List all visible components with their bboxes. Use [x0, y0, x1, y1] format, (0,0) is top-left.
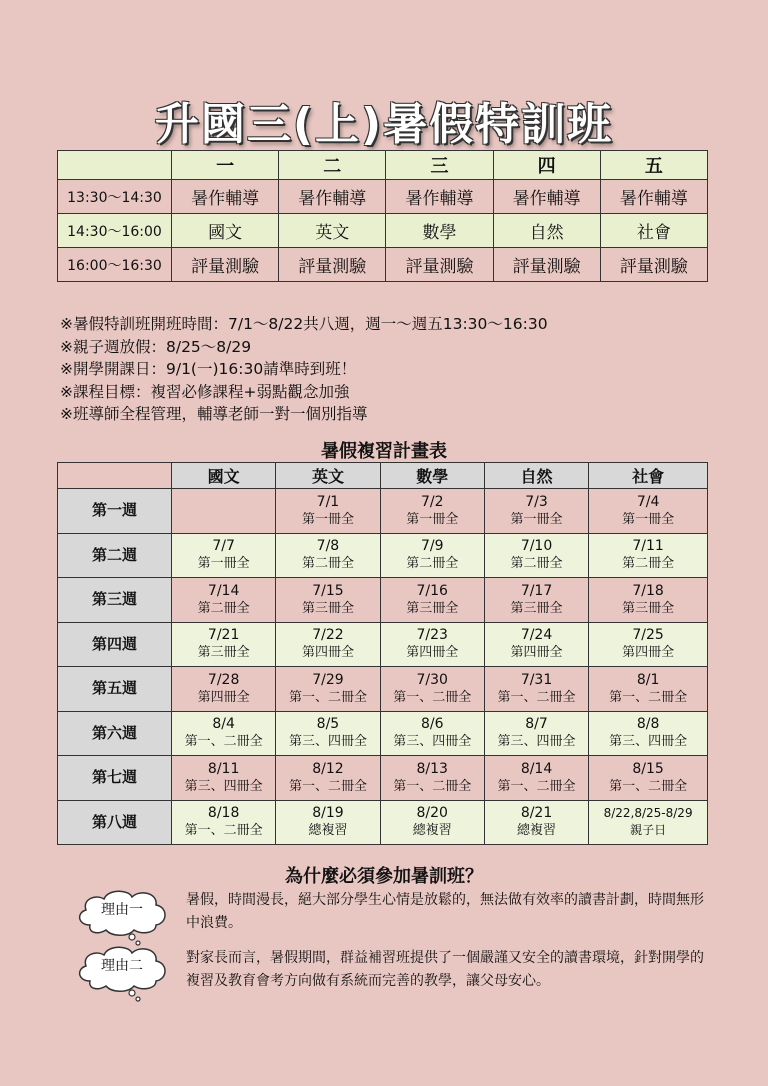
plan-volume: 第一、二冊全 [497, 778, 576, 794]
plan-cell [276, 533, 380, 578]
schedule-cell: 暑作輔導 [172, 180, 279, 214]
plan-header-row [58, 463, 708, 489]
plan-date: 7/4 [636, 493, 660, 510]
plan-volume: 第二冊全 [622, 556, 675, 572]
plan-cell [484, 800, 588, 845]
plan-week-row [58, 533, 708, 578]
plan-date: 7/14 [207, 582, 240, 599]
plan-date: 8/11 [207, 760, 240, 777]
plan-date: 8/20 [416, 805, 448, 822]
week-label: 第五週 [58, 667, 172, 712]
plan-date: 7/30 [416, 671, 448, 688]
reason-2-text: 對家長而言，暑假期間，群益補習班提供了一個嚴謹又安全的讀書環境，針對開學的複習及教育會考方向做有系統而完善的教學，讓父母安心。 [186, 950, 704, 989]
plan-volume: 第三、四冊全 [288, 734, 367, 750]
plan-date: 7/11 [632, 538, 664, 555]
note-item: ※課程目標：複習必修課程+弱點觀念加強 [60, 382, 350, 401]
plan-date: 8/7 [525, 716, 548, 733]
plan-cell [589, 578, 708, 623]
plan-cell [380, 667, 484, 712]
plan-date: 8/6 [420, 716, 444, 733]
plan-cell [589, 667, 708, 712]
reason-1-cloud [72, 885, 172, 935]
plan-cell [589, 756, 708, 801]
plan-date: 7/21 [207, 627, 240, 644]
time-slot: 16:00～16:30 [58, 248, 172, 282]
plan-cell [172, 622, 276, 667]
plan-date: 7/8 [316, 538, 340, 555]
plan-volume: 第一冊全 [301, 511, 354, 527]
schedule-cell: 國文 [172, 214, 279, 248]
plan-volume: 第三冊全 [301, 600, 354, 616]
plan-date: 7/24 [520, 627, 553, 644]
plan-week-row [58, 800, 708, 845]
plan-date: 8/21 [520, 805, 553, 822]
time-slot: 14:30～16:00 [58, 214, 172, 248]
plan-week-row [58, 578, 708, 623]
plan-volume: 第一、二冊全 [609, 689, 688, 705]
plan-volume: 第一、二冊全 [184, 734, 263, 750]
reason-1-label: 理由一 [101, 902, 143, 918]
plan-week-row [58, 756, 708, 801]
plan-cell [589, 711, 708, 756]
note-item: ※親子週放假：8/25～8/29 [60, 337, 252, 356]
plan-week-row [58, 622, 708, 667]
plan-volume: 第四冊全 [510, 645, 563, 661]
week-label: 第一週 [58, 489, 172, 534]
plan-cell [589, 489, 708, 534]
plan-volume: 總複習 [412, 823, 452, 839]
plan-date: 7/1 [316, 493, 340, 510]
plan-cell [380, 578, 484, 623]
plan-volume: 第三冊全 [622, 600, 675, 616]
plan-volume: 第一、二冊全 [288, 778, 367, 794]
schedule-cell: 英文 [279, 214, 386, 248]
plan-cell [172, 578, 276, 623]
why-title: 為什麼必須參加暑訓班？ [285, 866, 483, 887]
plan-cell [484, 622, 588, 667]
plan-date: 8/22,8/25-8/29 [603, 806, 693, 821]
plan-date: 8/4 [212, 716, 235, 733]
page-title: 升國三(上)暑假特訓班 [154, 99, 614, 150]
subject-header: 自然 [484, 463, 588, 489]
week-label: 第七週 [58, 756, 172, 801]
schedule-cell: 評量測驗 [279, 248, 386, 282]
plan-date: 7/23 [416, 627, 448, 644]
plan-cell [276, 667, 380, 712]
plan-date: 8/18 [207, 805, 240, 822]
plan-volume: 第一、二冊全 [393, 689, 472, 705]
plan-cell [276, 578, 380, 623]
plan-volume: 第一、二冊全 [393, 778, 472, 794]
week-label: 第六週 [58, 711, 172, 756]
schedule-cell: 評量測驗 [600, 248, 707, 282]
plan-date: 7/18 [632, 582, 664, 599]
schedule-cell: 數學 [386, 214, 493, 248]
plan-volume: 第三、四冊全 [497, 734, 576, 750]
schedule-cell: 自然 [493, 214, 600, 248]
plan-volume: 第一冊全 [622, 511, 675, 527]
schedule-header-row [58, 151, 708, 180]
subject-header: 國文 [172, 463, 276, 489]
plan-cell [172, 533, 276, 578]
plan-date: 8/8 [636, 716, 660, 733]
day-header: 四 [493, 151, 600, 180]
daily-schedule-table [57, 150, 708, 282]
plan-cell [380, 489, 484, 534]
plan-volume: 第四冊全 [622, 645, 675, 661]
time-slot: 13:30～14:30 [58, 180, 172, 214]
plan-date: 7/16 [416, 582, 448, 599]
schedule-corner [58, 151, 172, 180]
plan-date: 7/10 [520, 538, 553, 555]
reason-1-text: 暑假，時間漫長，絕大部分學生心情是放鬆的，無法做有效率的讀書計劃，時間無形中浪費。 [186, 892, 704, 931]
plan-date: 7/29 [312, 671, 344, 688]
plan-date: 7/17 [520, 582, 553, 599]
schedule-cell: 暑作輔導 [493, 180, 600, 214]
plan-volume: 總複習 [308, 823, 348, 839]
plan-date: 7/25 [632, 627, 664, 644]
schedule-row [58, 248, 708, 282]
plan-date: 7/2 [420, 493, 444, 510]
subject-header: 社會 [589, 463, 708, 489]
plan-cell [172, 756, 276, 801]
plan-volume: 第一、二冊全 [609, 778, 688, 794]
schedule-cell: 暑作輔導 [386, 180, 493, 214]
plan-cell [276, 622, 380, 667]
schedule-cell: 暑作輔導 [279, 180, 386, 214]
plan-cell [484, 667, 588, 712]
plan-cell [172, 489, 276, 534]
plan-date: 7/7 [212, 538, 235, 555]
plan-cell [380, 800, 484, 845]
plan-volume: 第三冊全 [197, 645, 250, 661]
plan-cell [380, 756, 484, 801]
plan-volume: 第一冊全 [406, 511, 459, 527]
plan-date: 7/28 [207, 671, 240, 688]
plan-volume: 第四冊全 [406, 645, 459, 661]
subject-header: 英文 [276, 463, 380, 489]
plan-date: 8/14 [520, 760, 553, 777]
schedule-cell: 評量測驗 [386, 248, 493, 282]
notes-list [60, 313, 720, 426]
day-header: 二 [279, 151, 386, 180]
plan-date: 7/31 [520, 671, 553, 688]
plan-date: 8/1 [636, 671, 660, 688]
plan-cell [276, 489, 380, 534]
plan-volume: 第二冊全 [406, 556, 459, 572]
plan-volume: 總複習 [517, 823, 557, 839]
plan-cell [484, 533, 588, 578]
plan-date: 7/22 [312, 627, 344, 644]
plan-volume: 第一、二冊全 [497, 689, 576, 705]
plan-cell [484, 756, 588, 801]
schedule-cell: 評量測驗 [172, 248, 279, 282]
week-label: 第二週 [58, 533, 172, 578]
schedule-row [58, 180, 708, 214]
plan-cell [276, 711, 380, 756]
subject-header: 數學 [380, 463, 484, 489]
plan-volume: 第三、四冊全 [609, 734, 688, 750]
plan-volume: 第二冊全 [510, 556, 563, 572]
plan-date: 8/5 [316, 716, 340, 733]
plan-cell [589, 800, 708, 845]
plan-cell [380, 533, 484, 578]
plan-volume: 第二冊全 [301, 556, 354, 572]
day-header: 三 [386, 151, 493, 180]
schedule-cell: 暑作輔導 [600, 180, 707, 214]
week-label: 第四週 [58, 622, 172, 667]
week-label: 第三週 [58, 578, 172, 623]
plan-cell [172, 711, 276, 756]
plan-week-row [58, 667, 708, 712]
plan-cell [484, 711, 588, 756]
plan-date: 7/15 [312, 582, 344, 599]
plan-cell [589, 622, 708, 667]
plan-date: 7/3 [525, 493, 548, 510]
plan-volume: 第二冊全 [197, 600, 250, 616]
schedule-cell: 評量測驗 [493, 248, 600, 282]
reason-2-cloud [72, 941, 172, 991]
note-item: ※開學開課日：9/1(一)16:30請準時到班！ [60, 360, 357, 378]
plan-date: 7/9 [420, 538, 444, 555]
plan-volume: 第一冊全 [197, 556, 250, 572]
day-header: 一 [172, 151, 279, 180]
plan-volume: 親子日 [630, 823, 667, 838]
plan-cell [380, 711, 484, 756]
plan-cell [276, 800, 380, 845]
plan-week-row [58, 711, 708, 756]
plan-cell [172, 667, 276, 712]
plan-volume: 第三冊全 [510, 600, 563, 616]
plan-cell [380, 622, 484, 667]
plan-date: 8/15 [632, 760, 664, 777]
week-label: 第八週 [58, 800, 172, 845]
plan-title: 暑假複習計畫表 [321, 441, 447, 462]
plan-cell [589, 533, 708, 578]
plan-volume: 第四冊全 [197, 689, 250, 705]
note-item: ※暑假特訓班開班時間：7/1～8/22共八週，週一～週五13:30～16:30 [60, 315, 548, 333]
plan-volume: 第一、二冊全 [288, 689, 367, 705]
plan-date: 8/12 [312, 760, 344, 777]
plan-volume: 第三、四冊全 [184, 778, 263, 794]
plan-corner [58, 463, 172, 489]
day-header: 五 [600, 151, 707, 180]
plan-volume: 第一、二冊全 [184, 823, 263, 839]
plan-cell [172, 800, 276, 845]
plan-volume: 第四冊全 [301, 645, 354, 661]
plan-volume: 第三冊全 [406, 600, 459, 616]
plan-week-row [58, 489, 708, 534]
reason-2-label: 理由二 [101, 958, 143, 974]
schedule-cell: 社會 [600, 214, 707, 248]
plan-cell [276, 756, 380, 801]
plan-date: 8/13 [416, 760, 448, 777]
plan-cell [484, 578, 588, 623]
plan-volume: 第一冊全 [510, 511, 563, 527]
note-item: ※班導師全程管理，輔導老師一對一個別指導 [60, 405, 368, 423]
plan-volume: 第三、四冊全 [393, 734, 472, 750]
schedule-row [58, 214, 708, 248]
plan-date: 8/19 [312, 805, 344, 822]
review-plan-table [57, 462, 708, 845]
plan-cell [484, 489, 588, 534]
